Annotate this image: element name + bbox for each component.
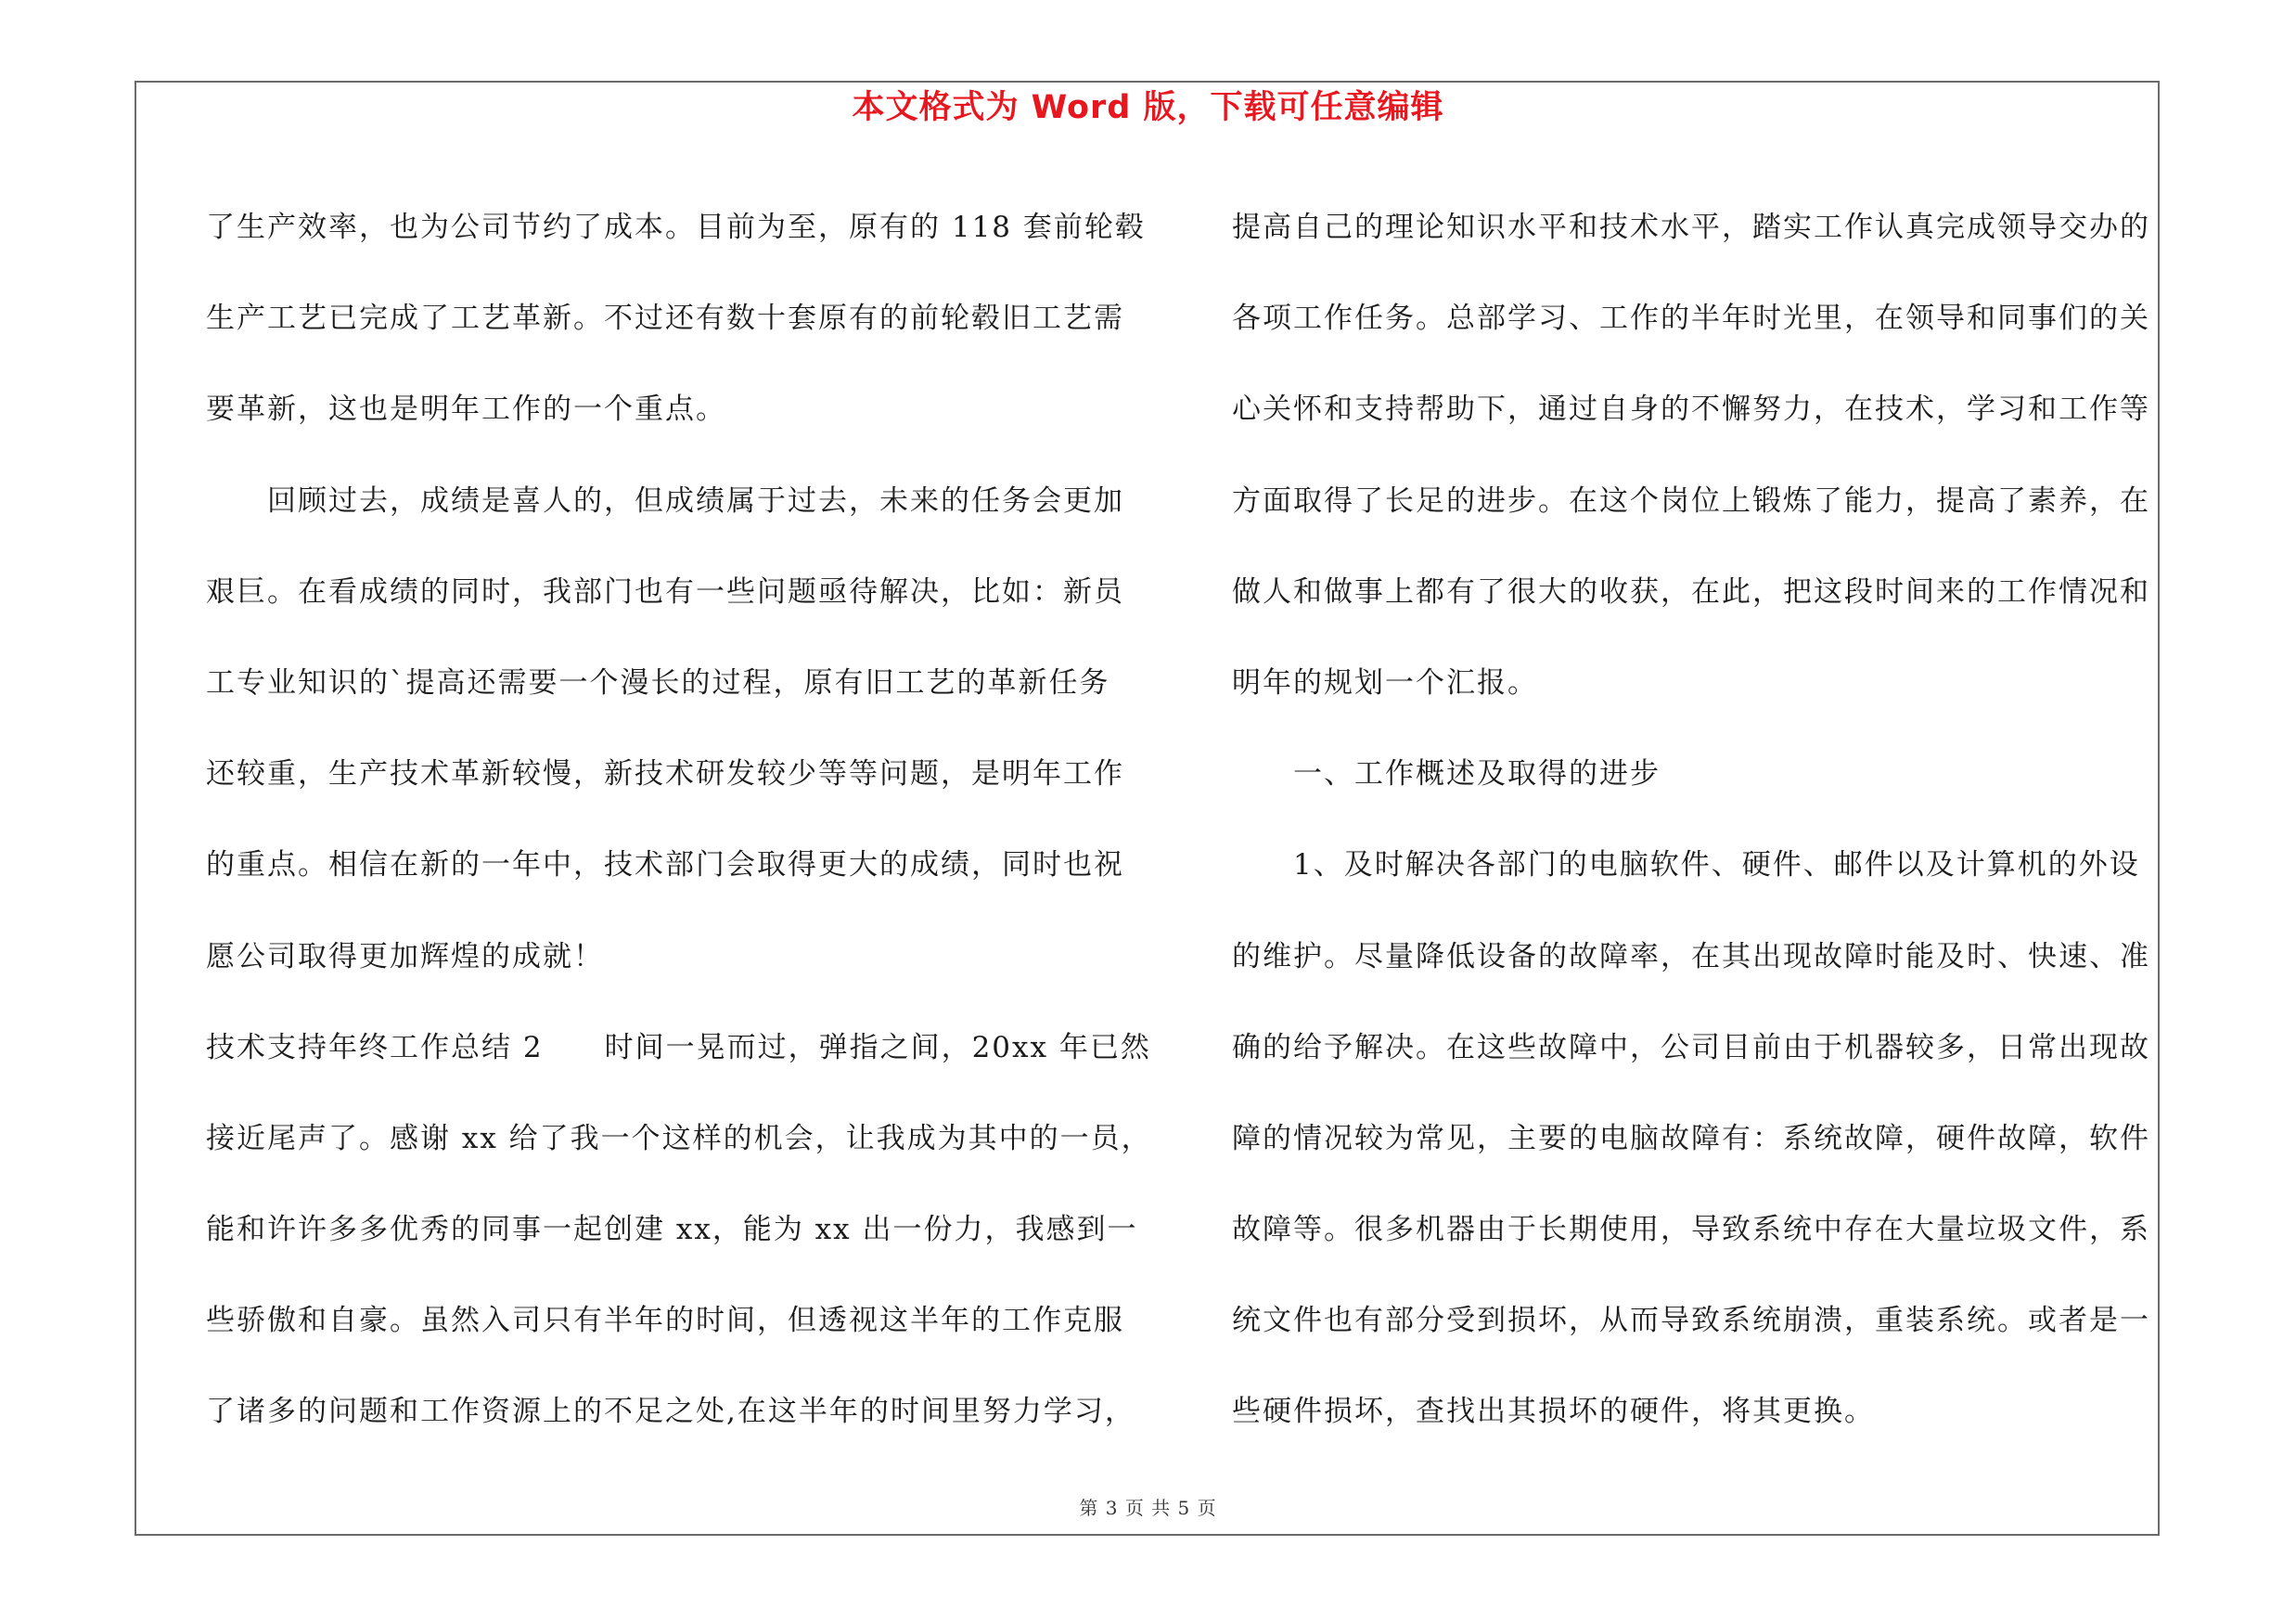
text-line: 的重点。相信在新的一年中，技术部门会取得更大的成绩，同时也祝	[206, 848, 1124, 882]
text-line: 提高自己的理论知识水平和技术水平，踏实工作认真完成领导交办的	[1232, 211, 2150, 244]
text-line: 故障等。很多机器由于长期使用，导致系统中存在大量垃圾文件，系	[1232, 1213, 2150, 1247]
page-number-footer: 第 3 页 共 5 页	[1079, 1497, 1217, 1519]
text-line: 艰巨。在看成绩的同时，我部门也有一些问题亟待解决，比如：新员	[206, 574, 1124, 609]
text-line: 能和许许多多优秀的同事一起创建 xx，能为 xx 出一份力，我感到一	[206, 1213, 1138, 1247]
text-line: 技术支持年终工作总结 2 时间一晃而过，弹指之间，20xx 年已然	[206, 1030, 1151, 1064]
text-line: 方面取得了长足的进步。在这个岗位上锻炼了能力，提高了素养，在	[1232, 483, 2150, 518]
text-line: 还较重，生产技术革新较慢，新技术研发较少等等问题，是明年工作	[206, 757, 1124, 792]
text-line: 心关怀和支持帮助下，通过自身的不懈努力，在技术，学习和工作等	[1232, 393, 2150, 427]
text-line: 明年的规划一个汇报。	[1232, 665, 1538, 700]
text-line: 确的给予解决。在这些故障中，公司目前由于机器较多，日常出现故	[1232, 1030, 2150, 1064]
text-line: 工专业知识的`提高还需要一个漫长的过程，原有旧工艺的革新任务	[206, 665, 1110, 700]
text-line: 要革新，这也是明年工作的一个重点。	[206, 393, 726, 427]
text-line: 些硬件损坏，查找出其损坏的硬件，将其更换。	[1232, 1395, 1875, 1429]
text-line: 一、工作概述及取得的进步	[1293, 757, 1661, 792]
text-line: 接近尾声了。感谢 xx 给了我一个这样的机会，让我成为其中的一员，	[206, 1121, 1152, 1155]
text-line: 统文件也有部分受到损坏，从而导致系统崩溃，重装系统。或者是一	[1232, 1304, 2150, 1338]
text-line: 生产工艺已完成了工艺革新。不过还有数十套原有的前轮毂旧工艺需	[206, 302, 1124, 336]
document-banner: 本文格式为 Word 版，下载可任意编辑	[852, 89, 1444, 126]
text-line: 做人和做事上都有了很大的收获，在此，把这段时间来的工作情况和	[1232, 574, 2150, 609]
right-text-column	[1232, 182, 2160, 1458]
text-line: 回顾过去，成绩是喜人的，但成绩属于过去，未来的任务会更加	[267, 483, 1124, 518]
text-line: 各项工作任务。总部学习、工作的半年时光里，在领导和同事们的关	[1232, 302, 2150, 336]
text-line: 愿公司取得更加辉煌的成就！	[206, 939, 604, 973]
left-text-column	[206, 182, 1152, 1458]
text-line: 的维护。尽量降低设备的故障率，在其出现故障时能及时、快速、准	[1232, 939, 2150, 973]
text-line: 了生产效率，也为公司节约了成本。目前为至，原有的 118 套前轮毂	[206, 211, 1146, 244]
text-line: 些骄傲和自豪。虽然入司只有半年的时间，但透视这半年的工作克服	[206, 1304, 1124, 1338]
text-line: 了诸多的问题和工作资源上的不足之处,在这半年的时间里努力学习，	[206, 1395, 1135, 1429]
text-line: 障的情况较为常见，主要的电脑故障有：系统故障，硬件故障，软件	[1232, 1121, 2150, 1155]
text-line: 1、及时解决各部门的电脑软件、硬件、邮件以及计算机的外设	[1293, 848, 2140, 882]
